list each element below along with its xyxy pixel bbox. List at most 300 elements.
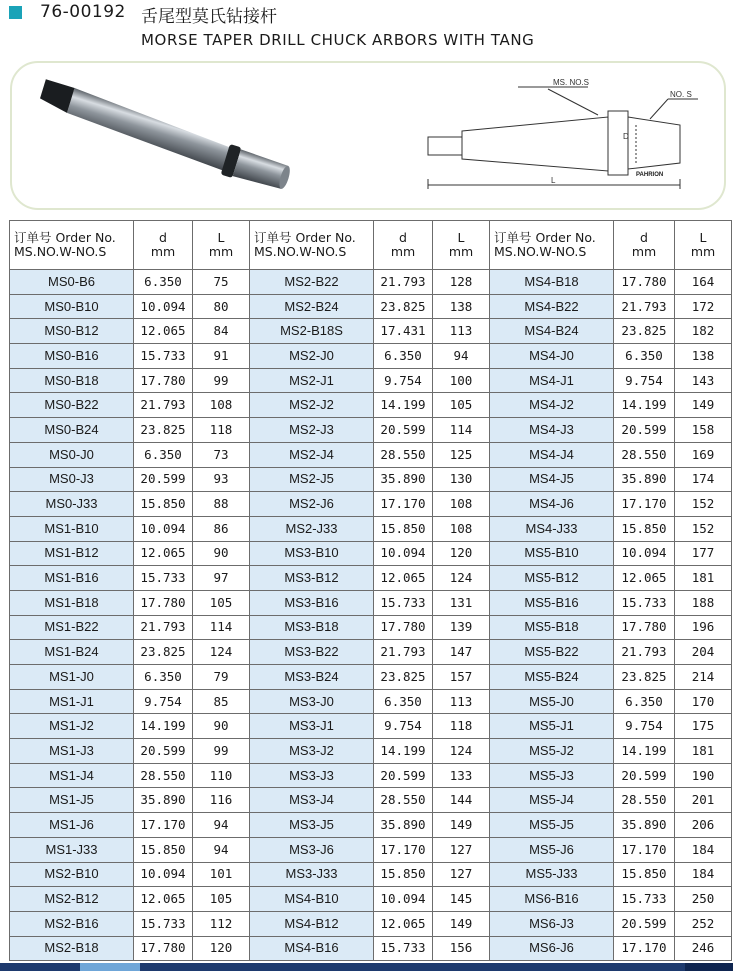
- order-no-cell: MS5-J0: [490, 689, 614, 714]
- l-value-cell: 127: [433, 862, 490, 887]
- l-value-cell: 100: [433, 368, 490, 393]
- order-no-cell: MS3-J3: [250, 763, 374, 788]
- product-code: 76-00192: [40, 2, 126, 22]
- l-value-cell: 85: [193, 689, 250, 714]
- d-value-cell: 10.094: [134, 516, 193, 541]
- table-row: [10, 418, 732, 443]
- section-marker: [9, 6, 22, 19]
- l-value-cell: 177: [675, 541, 732, 566]
- d-value-cell: 15.733: [374, 936, 433, 961]
- l-value-cell: 116: [193, 788, 250, 813]
- d-value-cell: 20.599: [134, 739, 193, 764]
- title-english: MORSE TAPER DRILL CHUCK ARBORS WITH TANG: [141, 31, 535, 49]
- order-no-cell: MS3-J1: [250, 714, 374, 739]
- order-no-cell: MS6-B16: [490, 887, 614, 912]
- l-value-cell: 120: [193, 936, 250, 961]
- d-value-cell: 6.350: [374, 344, 433, 369]
- d-value-cell: 15.733: [134, 344, 193, 369]
- order-no-cell: MS5-J6: [490, 837, 614, 862]
- d-value-cell: 15.733: [374, 590, 433, 615]
- l-value-cell: 105: [433, 393, 490, 418]
- order-no-cell: MS2-J3: [250, 418, 374, 443]
- d-value-cell: 28.550: [374, 788, 433, 813]
- order-no-cell: MS0-J3: [10, 467, 134, 492]
- d-value-cell: 17.780: [134, 936, 193, 961]
- l-value-cell: 112: [193, 911, 250, 936]
- l-value-cell: 90: [193, 541, 250, 566]
- d-value-cell: 20.599: [374, 418, 433, 443]
- order-no-cell: MS0-B24: [10, 418, 134, 443]
- header-order-no-line1: 订单号 Order No.: [494, 230, 596, 245]
- d-value-cell: 20.599: [614, 763, 675, 788]
- l-value-cell: 156: [433, 936, 490, 961]
- l-value-cell: 147: [433, 640, 490, 665]
- l-value-cell: 181: [675, 739, 732, 764]
- table-header: [10, 221, 732, 270]
- order-no-cell: MS1-B18: [10, 590, 134, 615]
- d-value-cell: 17.170: [374, 492, 433, 517]
- d-value-cell: 9.754: [374, 714, 433, 739]
- d-value-cell: 15.850: [614, 862, 675, 887]
- d-value-cell: 15.733: [614, 590, 675, 615]
- l-value-cell: 86: [193, 516, 250, 541]
- order-no-cell: MS2-B22: [250, 270, 374, 295]
- order-no-cell: MS4-J0: [490, 344, 614, 369]
- order-no-cell: MS1-J6: [10, 813, 134, 838]
- l-value-cell: 97: [193, 566, 250, 591]
- header-d-line2: mm: [150, 244, 176, 259]
- d-value-cell: 9.754: [374, 368, 433, 393]
- l-value-cell: 108: [433, 516, 490, 541]
- d-value-cell: 28.550: [614, 442, 675, 467]
- l-value-cell: 184: [675, 837, 732, 862]
- header-l: [193, 221, 250, 270]
- order-no-cell: MS3-J0: [250, 689, 374, 714]
- d-value-cell: 6.350: [374, 689, 433, 714]
- l-value-cell: 152: [675, 492, 732, 517]
- order-no-cell: MS4-B22: [490, 294, 614, 319]
- order-no-cell: MS5-J5: [490, 813, 614, 838]
- l-value-cell: 139: [433, 615, 490, 640]
- table-row: [10, 615, 732, 640]
- order-no-cell: MS2-J1: [250, 368, 374, 393]
- l-value-cell: 94: [193, 837, 250, 862]
- header-d-line2: mm: [390, 244, 416, 259]
- l-value-cell: 182: [675, 319, 732, 344]
- d-value-cell: 14.199: [614, 393, 675, 418]
- order-no-cell: MS0-B16: [10, 344, 134, 369]
- d-value-cell: 23.825: [374, 294, 433, 319]
- d-value-cell: 6.350: [614, 344, 675, 369]
- l-value-cell: 190: [675, 763, 732, 788]
- l-value-cell: 152: [675, 516, 732, 541]
- header-l: [675, 221, 732, 270]
- order-no-cell: MS0-B22: [10, 393, 134, 418]
- l-value-cell: 138: [675, 344, 732, 369]
- order-no-cell: MS6-J3: [490, 911, 614, 936]
- d-value-cell: 15.733: [134, 566, 193, 591]
- d-value-cell: 35.890: [374, 813, 433, 838]
- l-value-cell: 114: [433, 418, 490, 443]
- d-value-cell: 12.065: [134, 887, 193, 912]
- header-order-no: [250, 221, 374, 270]
- l-value-cell: 120: [433, 541, 490, 566]
- l-value-cell: 204: [675, 640, 732, 665]
- l-value-cell: 94: [193, 813, 250, 838]
- order-no-cell: MS1-J0: [10, 665, 134, 690]
- header-order-no: [10, 221, 134, 270]
- order-no-cell: MS4-B10: [250, 887, 374, 912]
- d-value-cell: 15.850: [614, 516, 675, 541]
- d-value-cell: 20.599: [374, 763, 433, 788]
- l-value-cell: 138: [433, 294, 490, 319]
- d-value-cell: 17.780: [614, 270, 675, 295]
- order-no-cell: MS0-B6: [10, 270, 134, 295]
- order-no-cell: MS4-B16: [250, 936, 374, 961]
- order-no-cell: MS4-B18: [490, 270, 614, 295]
- d-value-cell: 35.890: [614, 813, 675, 838]
- table-row: [10, 270, 732, 295]
- header-row: [10, 221, 732, 270]
- d-value-cell: 20.599: [134, 467, 193, 492]
- order-no-cell: MS2-B18: [10, 936, 134, 961]
- l-value-cell: 145: [433, 887, 490, 912]
- d-value-cell: 10.094: [134, 862, 193, 887]
- order-no-cell: MS4-J2: [490, 393, 614, 418]
- l-value-cell: 184: [675, 862, 732, 887]
- footer-accent: [80, 963, 140, 971]
- label-d: D: [623, 132, 629, 141]
- table-row: [10, 665, 732, 690]
- d-value-cell: 12.065: [134, 319, 193, 344]
- l-value-cell: 101: [193, 862, 250, 887]
- d-value-cell: 21.793: [134, 615, 193, 640]
- header-d: [134, 221, 193, 270]
- d-value-cell: 15.850: [134, 837, 193, 862]
- order-no-cell: MS5-J1: [490, 714, 614, 739]
- order-no-cell: MS2-J0: [250, 344, 374, 369]
- order-no-cell: MS3-J4: [250, 788, 374, 813]
- order-no-cell: MS0-J0: [10, 442, 134, 467]
- header-d-line1: d: [640, 230, 648, 245]
- l-value-cell: 80: [193, 294, 250, 319]
- order-no-cell: MS1-J1: [10, 689, 134, 714]
- header-d: [374, 221, 433, 270]
- order-no-cell: MS2-J33: [250, 516, 374, 541]
- l-value-cell: 90: [193, 714, 250, 739]
- header-d-line2: mm: [631, 244, 657, 259]
- d-value-cell: 28.550: [374, 442, 433, 467]
- l-value-cell: 169: [675, 442, 732, 467]
- table-row: [10, 442, 732, 467]
- l-value-cell: 105: [193, 887, 250, 912]
- table-row: [10, 936, 732, 961]
- table-row: [10, 911, 732, 936]
- label-l: L: [551, 176, 556, 185]
- l-value-cell: 246: [675, 936, 732, 961]
- l-value-cell: 250: [675, 887, 732, 912]
- d-value-cell: 20.599: [614, 418, 675, 443]
- order-no-cell: MS1-B16: [10, 566, 134, 591]
- order-no-cell: MS2-J5: [250, 467, 374, 492]
- footer-corner: [685, 963, 733, 971]
- d-value-cell: 21.793: [374, 640, 433, 665]
- brand-mark: PAHRION: [636, 172, 664, 178]
- table-row: [10, 837, 732, 862]
- l-value-cell: 170: [675, 689, 732, 714]
- l-value-cell: 113: [433, 319, 490, 344]
- order-no-cell: MS3-J6: [250, 837, 374, 862]
- header-order-no-line1: 订单号 Order No.: [254, 230, 356, 245]
- order-no-cell: MS4-J3: [490, 418, 614, 443]
- d-value-cell: 35.890: [374, 467, 433, 492]
- d-value-cell: 21.793: [134, 393, 193, 418]
- order-no-cell: MS1-B22: [10, 615, 134, 640]
- l-value-cell: 130: [433, 467, 490, 492]
- order-no-cell: MS3-B16: [250, 590, 374, 615]
- d-value-cell: 15.733: [134, 911, 193, 936]
- l-value-cell: 91: [193, 344, 250, 369]
- d-value-cell: 6.350: [134, 665, 193, 690]
- l-value-cell: 181: [675, 566, 732, 591]
- l-value-cell: 79: [193, 665, 250, 690]
- order-no-cell: MS0-B10: [10, 294, 134, 319]
- d-value-cell: 9.754: [134, 689, 193, 714]
- l-value-cell: 99: [193, 739, 250, 764]
- table-row: [10, 887, 732, 912]
- table-row: [10, 541, 732, 566]
- order-no-cell: MS3-J5: [250, 813, 374, 838]
- d-value-cell: 21.793: [614, 640, 675, 665]
- header-d: [614, 221, 675, 270]
- d-value-cell: 21.793: [374, 270, 433, 295]
- order-no-cell: MS0-B18: [10, 368, 134, 393]
- order-no-cell: MS3-B22: [250, 640, 374, 665]
- arbor-drawing: [418, 75, 708, 190]
- table-row: [10, 467, 732, 492]
- order-no-cell: MS2-J6: [250, 492, 374, 517]
- d-value-cell: 17.170: [374, 837, 433, 862]
- order-no-cell: MS1-J5: [10, 788, 134, 813]
- order-no-cell: MS1-J3: [10, 739, 134, 764]
- table-row: [10, 813, 732, 838]
- d-value-cell: 20.599: [614, 911, 675, 936]
- l-value-cell: 118: [433, 714, 490, 739]
- d-value-cell: 23.825: [614, 319, 675, 344]
- l-value-cell: 114: [193, 615, 250, 640]
- d-value-cell: 14.199: [614, 739, 675, 764]
- l-value-cell: 133: [433, 763, 490, 788]
- header-l: [433, 221, 490, 270]
- order-no-cell: MS5-J2: [490, 739, 614, 764]
- d-value-cell: 17.170: [134, 813, 193, 838]
- spec-table: [9, 220, 732, 961]
- table-row: [10, 516, 732, 541]
- l-value-cell: 158: [675, 418, 732, 443]
- d-value-cell: 14.199: [374, 393, 433, 418]
- l-value-cell: 252: [675, 911, 732, 936]
- arbor-photo: [30, 78, 310, 193]
- d-value-cell: 10.094: [614, 541, 675, 566]
- l-value-cell: 196: [675, 615, 732, 640]
- table-row: [10, 492, 732, 517]
- table-row: [10, 739, 732, 764]
- l-value-cell: 175: [675, 714, 732, 739]
- d-value-cell: 6.350: [614, 689, 675, 714]
- header-d-line1: d: [159, 230, 167, 245]
- l-value-cell: 73: [193, 442, 250, 467]
- order-no-cell: MS1-J4: [10, 763, 134, 788]
- l-value-cell: 149: [675, 393, 732, 418]
- label-no: NO. S: [670, 90, 692, 99]
- order-no-cell: MS4-J33: [490, 516, 614, 541]
- order-no-cell: MS2-B10: [10, 862, 134, 887]
- header-l-line1: L: [217, 230, 225, 245]
- d-value-cell: 17.780: [134, 368, 193, 393]
- header-l-line1: L: [699, 230, 707, 245]
- d-value-cell: 17.780: [614, 615, 675, 640]
- d-value-cell: 10.094: [134, 294, 193, 319]
- l-value-cell: 143: [675, 368, 732, 393]
- d-value-cell: 12.065: [134, 541, 193, 566]
- order-no-cell: MS4-J4: [490, 442, 614, 467]
- order-no-cell: MS3-B18: [250, 615, 374, 640]
- header-l-line2: mm: [448, 244, 474, 259]
- table-row: [10, 393, 732, 418]
- table-row: [10, 590, 732, 615]
- table-row: [10, 368, 732, 393]
- table-row: [10, 566, 732, 591]
- order-no-cell: MS5-B12: [490, 566, 614, 591]
- order-no-cell: MS3-B24: [250, 665, 374, 690]
- d-value-cell: 15.850: [134, 492, 193, 517]
- l-value-cell: 128: [433, 270, 490, 295]
- d-value-cell: 15.850: [374, 516, 433, 541]
- order-no-cell: MS0-J33: [10, 492, 134, 517]
- order-no-cell: MS2-B24: [250, 294, 374, 319]
- d-value-cell: 9.754: [614, 714, 675, 739]
- d-value-cell: 23.825: [134, 418, 193, 443]
- l-value-cell: 113: [433, 689, 490, 714]
- d-value-cell: 10.094: [374, 541, 433, 566]
- order-no-cell: MS4-J5: [490, 467, 614, 492]
- l-value-cell: 124: [433, 739, 490, 764]
- order-no-cell: MS0-B12: [10, 319, 134, 344]
- order-no-cell: MS3-J2: [250, 739, 374, 764]
- order-no-cell: MS4-B24: [490, 319, 614, 344]
- order-no-cell: MS1-J33: [10, 837, 134, 862]
- l-value-cell: 149: [433, 911, 490, 936]
- l-value-cell: 99: [193, 368, 250, 393]
- header-order-no-line2: MS.NO.W-NO.S: [14, 244, 107, 259]
- d-value-cell: 23.825: [374, 665, 433, 690]
- order-no-cell: MS3-B12: [250, 566, 374, 591]
- d-value-cell: 9.754: [614, 368, 675, 393]
- d-value-cell: 12.065: [374, 566, 433, 591]
- l-value-cell: 93: [193, 467, 250, 492]
- d-value-cell: 21.793: [614, 294, 675, 319]
- order-no-cell: MS2-J4: [250, 442, 374, 467]
- order-no-cell: MS2-B16: [10, 911, 134, 936]
- table-row: [10, 689, 732, 714]
- order-no-cell: MS1-J2: [10, 714, 134, 739]
- l-value-cell: 164: [675, 270, 732, 295]
- order-no-cell: MS4-J1: [490, 368, 614, 393]
- table-row: [10, 640, 732, 665]
- order-no-cell: MS2-B18S: [250, 319, 374, 344]
- order-no-cell: MS3-B10: [250, 541, 374, 566]
- order-no-cell: MS3-J33: [250, 862, 374, 887]
- d-value-cell: 6.350: [134, 270, 193, 295]
- d-value-cell: 12.065: [374, 911, 433, 936]
- d-value-cell: 35.890: [134, 788, 193, 813]
- d-value-cell: 15.850: [374, 862, 433, 887]
- d-value-cell: 17.780: [374, 615, 433, 640]
- l-value-cell: 84: [193, 319, 250, 344]
- l-value-cell: 206: [675, 813, 732, 838]
- table-row: [10, 294, 732, 319]
- d-value-cell: 14.199: [374, 739, 433, 764]
- d-value-cell: 14.199: [134, 714, 193, 739]
- header-order-no-line1: 订单号 Order No.: [14, 230, 116, 245]
- l-value-cell: 214: [675, 665, 732, 690]
- d-value-cell: 17.170: [614, 936, 675, 961]
- header-l-line1: L: [457, 230, 465, 245]
- l-value-cell: 125: [433, 442, 490, 467]
- spec-table-wrapper: [9, 220, 731, 956]
- d-value-cell: 23.825: [614, 665, 675, 690]
- l-value-cell: 108: [433, 492, 490, 517]
- d-value-cell: 17.431: [374, 319, 433, 344]
- header-l-line2: mm: [690, 244, 716, 259]
- order-no-cell: MS5-B10: [490, 541, 614, 566]
- l-value-cell: 124: [193, 640, 250, 665]
- l-value-cell: 174: [675, 467, 732, 492]
- label-ms: MS. NO.S: [553, 78, 590, 87]
- l-value-cell: 201: [675, 788, 732, 813]
- l-value-cell: 157: [433, 665, 490, 690]
- l-value-cell: 144: [433, 788, 490, 813]
- order-no-cell: MS5-B16: [490, 590, 614, 615]
- header-l-line2: mm: [208, 244, 234, 259]
- d-value-cell: 17.170: [614, 492, 675, 517]
- d-value-cell: 28.550: [134, 763, 193, 788]
- order-no-cell: MS5-J33: [490, 862, 614, 887]
- header-order-no: [490, 221, 614, 270]
- header-d-line1: d: [399, 230, 407, 245]
- order-no-cell: MS5-B22: [490, 640, 614, 665]
- title-chinese: 舌尾型莫氏钻接杆: [141, 7, 277, 27]
- l-value-cell: 149: [433, 813, 490, 838]
- l-value-cell: 188: [675, 590, 732, 615]
- d-value-cell: 17.780: [134, 590, 193, 615]
- d-value-cell: 15.733: [614, 887, 675, 912]
- table-row: [10, 788, 732, 813]
- order-no-cell: MS5-B24: [490, 665, 614, 690]
- order-no-cell: MS4-J6: [490, 492, 614, 517]
- header-order-no-line2: MS.NO.W-NO.S: [494, 244, 587, 259]
- d-value-cell: 10.094: [374, 887, 433, 912]
- order-no-cell: MS1-B10: [10, 516, 134, 541]
- l-value-cell: 172: [675, 294, 732, 319]
- order-no-cell: MS1-B12: [10, 541, 134, 566]
- d-value-cell: 28.550: [614, 788, 675, 813]
- d-value-cell: 23.825: [134, 640, 193, 665]
- order-no-cell: MS2-J2: [250, 393, 374, 418]
- table-row: [10, 862, 732, 887]
- l-value-cell: 131: [433, 590, 490, 615]
- order-no-cell: MS4-B12: [250, 911, 374, 936]
